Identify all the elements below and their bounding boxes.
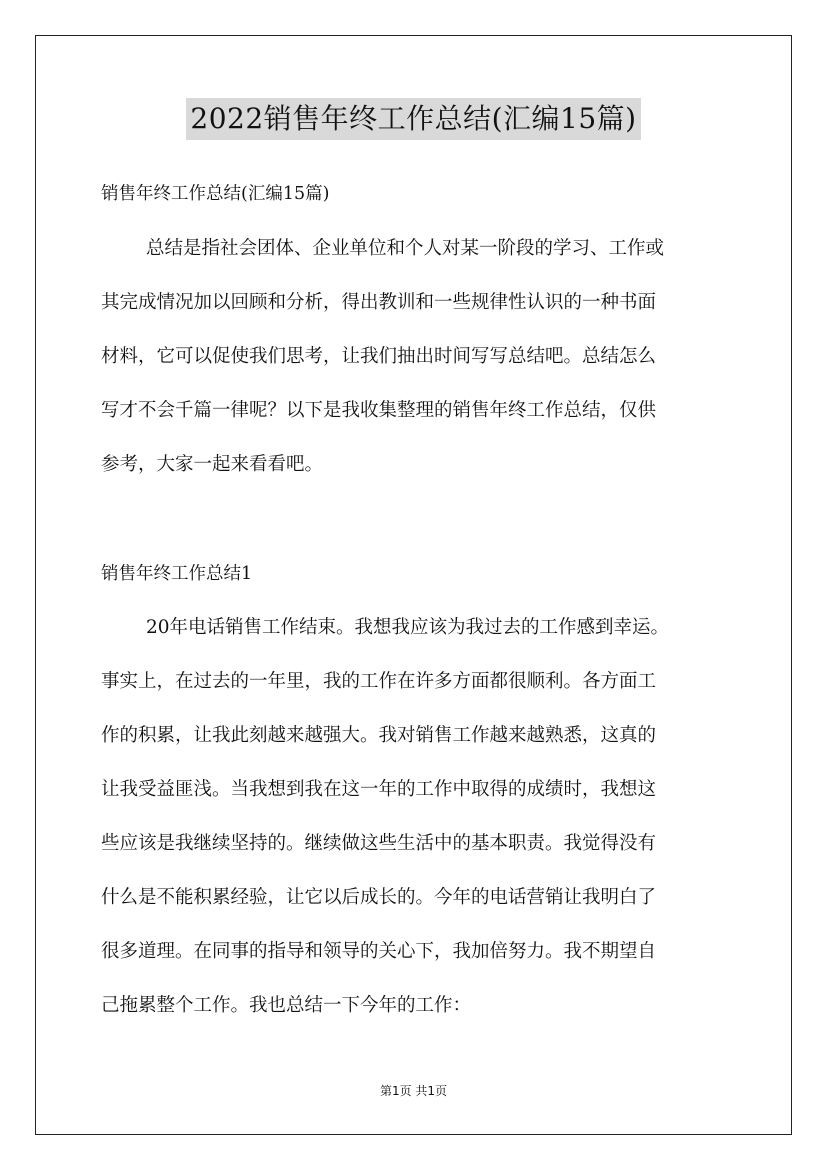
body-line: 让我受益匪浅。当我想到我在这一年的工作中取得的成绩时，我想这 <box>101 779 657 800</box>
body-line: 作的积累，让我此刻越来越强大。我对销售工作越来越熟悉，这真的 <box>101 725 657 746</box>
intro-line: 写才不会千篇一律呢？以下是我收集整理的销售年终工作总结，仅供 <box>101 400 657 421</box>
page-footer: 第1页 共1页 <box>379 1084 448 1098</box>
document-title: 2022销售年终工作总结(汇编15篇) <box>186 98 640 140</box>
intro-line: 参考，大家一起来看看吧。 <box>101 454 324 475</box>
document-subtitle: 销售年终工作总结(汇编15篇) <box>101 184 330 204</box>
intro-line: 材料，它可以促使我们思考，让我们抽出时间写写总结吧。总结怎么 <box>101 346 657 367</box>
body-line: 己拖累整个工作。我也总结一下今年的工作： <box>101 995 472 1016</box>
body-line: 很多道理。在同事的指导和领导的关心下，我加倍努力。我不期望自 <box>101 941 657 962</box>
document-title-wrapper <box>0 98 827 140</box>
body-line: 什么是不能积累经验，让它以后成长的。今年的电话营销让我明白了 <box>101 887 657 908</box>
intro-line: 其完成情况加以回顾和分析，得出教训和一些规律性认识的一种书面 <box>101 292 657 313</box>
body-line: 事实上，在过去的一年里，我的工作在许多方面都很顺利。各方面工 <box>101 671 657 692</box>
body-line: 20年电话销售工作结束。我想我应该为我过去的工作感到幸运。 <box>146 617 670 638</box>
intro-line: 总结是指社会团体、企业单位和个人对某一阶段的学习、工作或 <box>146 238 665 259</box>
section-heading: 销售年终工作总结1 <box>101 564 253 584</box>
body-line: 些应该是我继续坚持的。继续做这些生活中的基本职责。我觉得没有 <box>101 833 657 854</box>
